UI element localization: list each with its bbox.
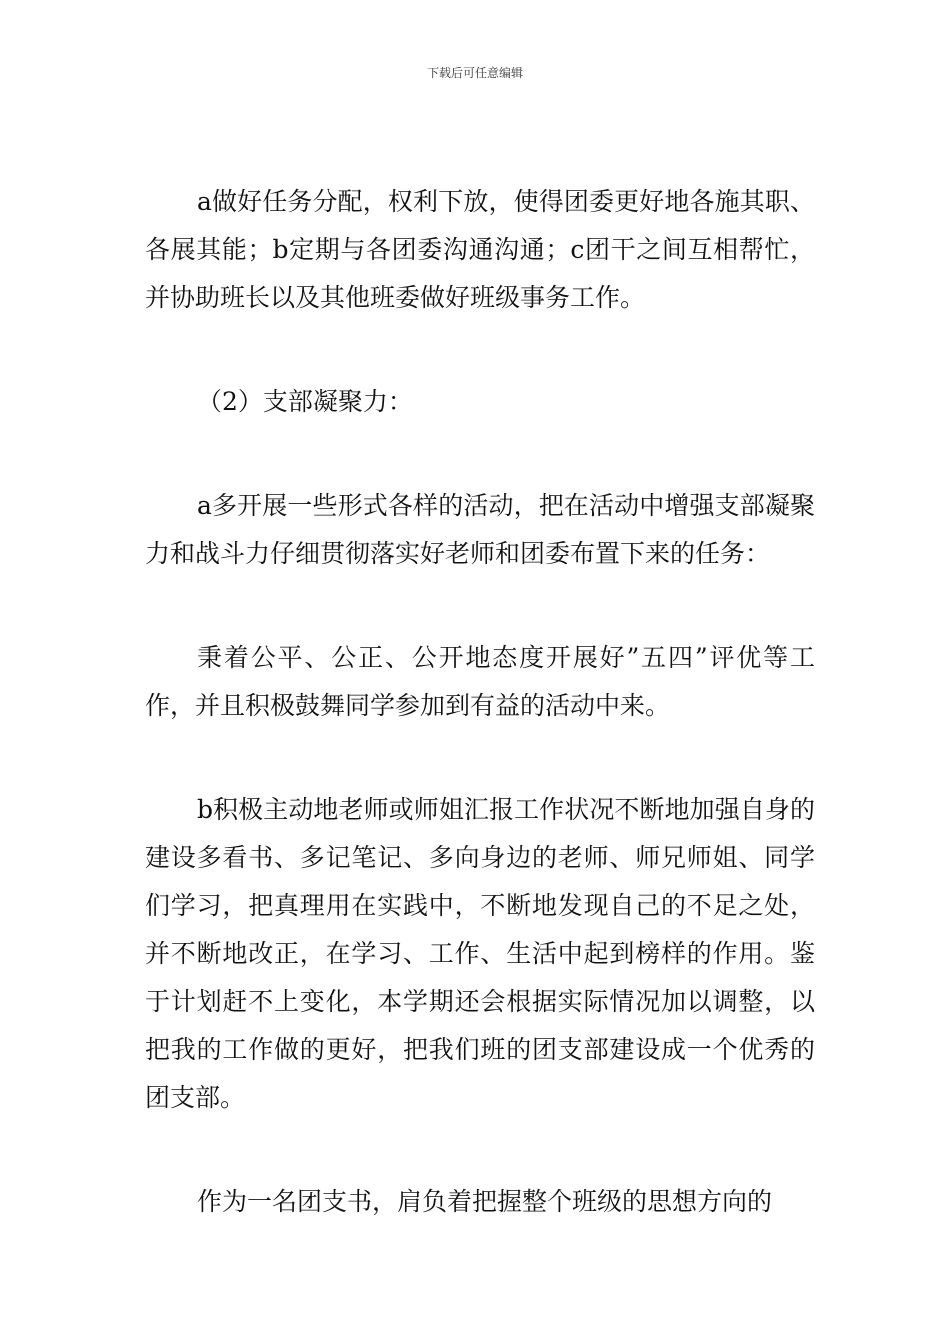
document-body xyxy=(145,178,815,1226)
paragraph-secretary-role: 作为一名团支书，肩负着把握整个班级的思想方向的 xyxy=(197,1187,773,1216)
paragraph-section-heading: （2）支部凝聚力： xyxy=(197,387,413,416)
page-header: 下载后可任意编辑 xyxy=(426,66,523,80)
paragraph-fairness: 秉着公平、公正、公开地态度开展好”五四”评优等工作，并且积极鼓舞同学参加到有益的活动中来。 xyxy=(145,643,815,720)
paragraph-task-allocation: a做好任务分配，权利下放，使得团委更好地各施其职、各展其能；b定期与各团委沟通沟通；c团干之间互相帮忙，并协助班长以及其他班委做好班级事务工作。 xyxy=(145,187,815,312)
paragraph-activities: a多开展一些形式各样的活动，把在活动中增强支部凝聚力和战斗力仔细贯彻落实好老师和团委布置下来的任务： xyxy=(145,491,815,568)
paragraph-self-improvement: b积极主动地老师或师姐汇报工作状况不断地加强自身的建设多看书、多记笔记、多向身边的老师、师兄师姐、同学们学习，把真理用在实践中，不断地发现自己的不足之处，并不断地改正，在学习、工作、生活中起到榜样的作用。鉴于计划赶不上变化，本学期还会根据实际情况加以调整，以把我的工作做的更好，把我们班的团支部建设成一个优秀的团支部。 xyxy=(145,795,815,1112)
